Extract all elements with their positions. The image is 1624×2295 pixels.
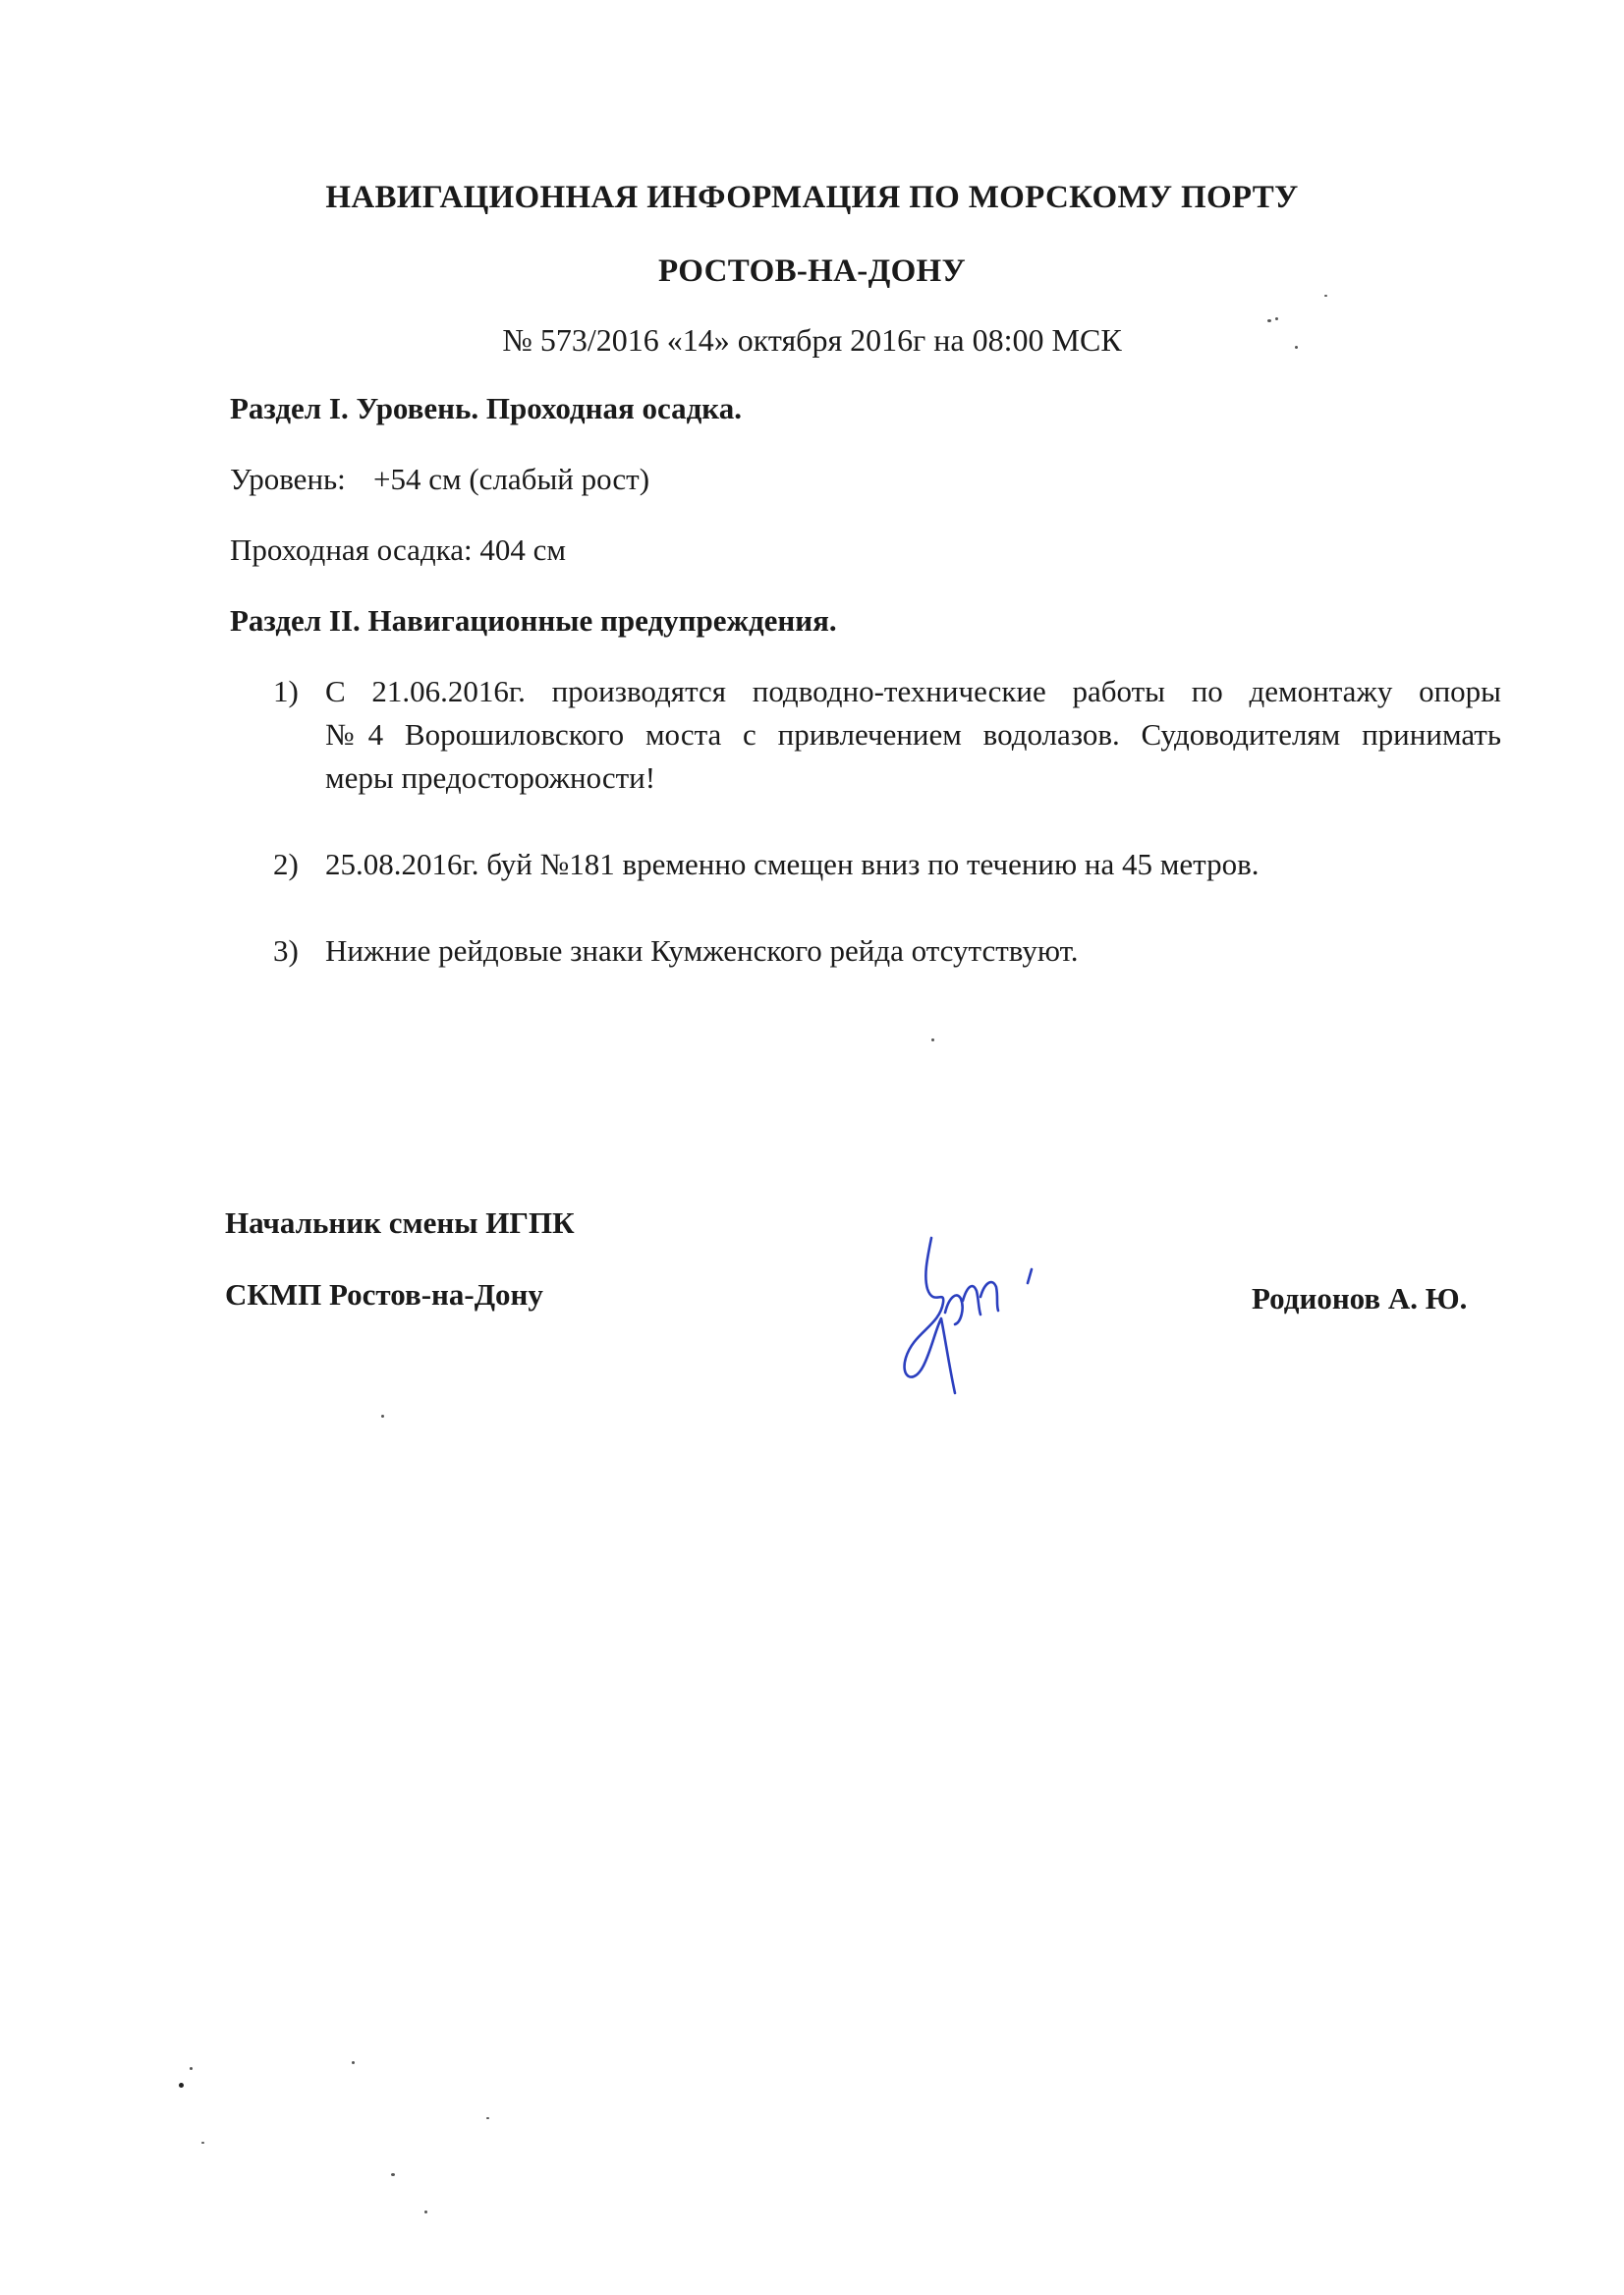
water-level-label: Уровень: (230, 462, 346, 496)
passage-draft-row: Проходная осадка: 404 см (230, 532, 566, 567)
water-level-row (230, 462, 649, 497)
signatory-position-line-1: Начальник смены ИГПК (225, 1205, 575, 1240)
section-1-heading: Раздел I. Уровень. Проходная осадка. (230, 391, 742, 425)
document-title-line-1: НАВИГАЦИОННАЯ ИНФОРМАЦИЯ ПО МОРСКОМУ ПОРТУ (325, 180, 1299, 215)
warning-text (325, 670, 1501, 800)
scan-speck (1267, 319, 1271, 322)
scan-speck (486, 2117, 489, 2119)
handwritten-signature (884, 1228, 1081, 1405)
signatory-position-line-2: СКМП Ростов-на-Дону (225, 1277, 543, 1312)
warning-text: Нижние рейдовые знаки Кумженского рейда отсутствуют. (325, 933, 1079, 968)
warning-number: 2) (273, 847, 299, 881)
scan-speck (391, 2173, 395, 2176)
scan-speck (381, 1415, 384, 1418)
warning-number: 3) (273, 933, 299, 968)
scan-speck (179, 2083, 184, 2088)
scan-speck (931, 1038, 934, 1041)
scan-speck (1295, 346, 1298, 349)
scan-speck (352, 2061, 355, 2064)
document-title-line-2: РОСТОВ-НА-ДОНУ (657, 253, 967, 289)
section-2-heading: Раздел II. Навигационные предупреждения. (230, 603, 837, 638)
scan-speck (424, 2211, 427, 2213)
scan-speck (1275, 317, 1278, 320)
signatory-name: Родионов А. Ю. (1252, 1281, 1468, 1315)
scan-speck (1324, 295, 1327, 297)
document-number-date: № 573/2016 «14» октября 2016г на 08:00 МСК (502, 322, 1122, 358)
warning-text: 25.08.2016г. буй №181 временно смещен вниз по течению на 45 метров. (325, 847, 1260, 881)
warning-text-line: №4 Ворошиловского моста с привлечением водолазов. Судоводителям принимать (325, 717, 1501, 752)
warning-text-line: С 21.06.2016г. производятся подводно-технические работы по демонтажу опоры (325, 674, 1501, 708)
water-level-value: +54 см (слабый рост) (373, 462, 650, 496)
scan-speck (201, 2142, 204, 2144)
warning-number: 1) (273, 674, 299, 708)
scan-speck (190, 2067, 193, 2070)
warning-text-line: меры предосторожности! (325, 760, 656, 795)
